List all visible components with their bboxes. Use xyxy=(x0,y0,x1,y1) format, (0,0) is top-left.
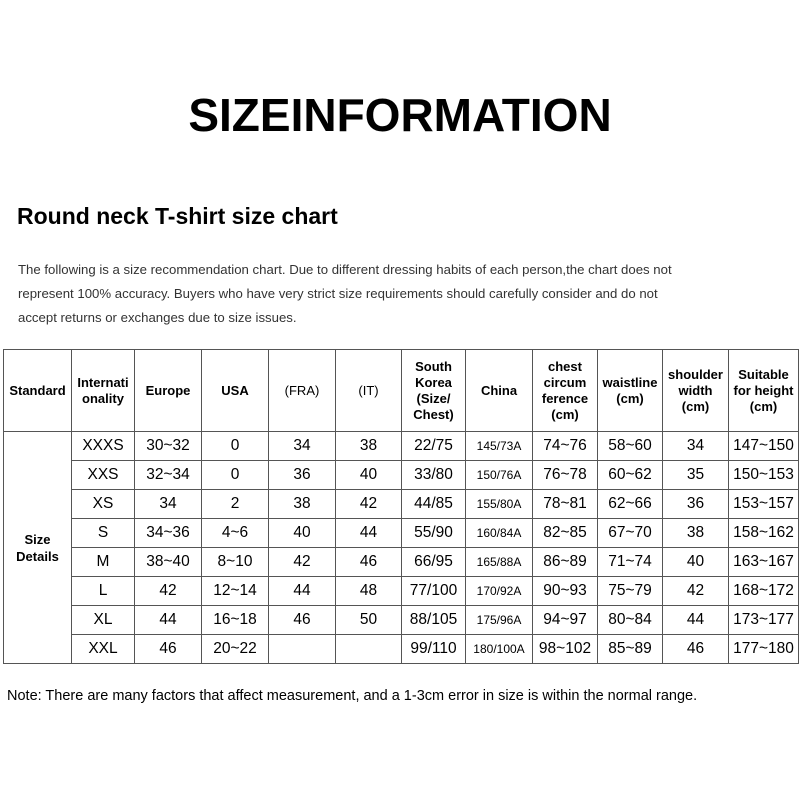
cell-europe: 30~32 xyxy=(135,432,202,461)
cell-height: 173~177 xyxy=(729,606,799,635)
header-chest: chest circum ference (cm) xyxy=(533,350,598,432)
header-china: China xyxy=(466,350,533,432)
cell-fra: 44 xyxy=(269,577,336,606)
header-europe: Europe xyxy=(135,350,202,432)
cell-shoulder: 36 xyxy=(663,490,729,519)
cell-intl: XXL xyxy=(72,635,135,664)
cell-fra xyxy=(269,635,336,664)
chart-subtitle: Round neck T-shirt size chart xyxy=(17,203,338,229)
cell-chest: 90~93 xyxy=(533,577,598,606)
cell-height: 153~157 xyxy=(729,490,799,519)
cell-europe: 38~40 xyxy=(135,548,202,577)
cell-intl: M xyxy=(72,548,135,577)
table-row xyxy=(4,548,799,577)
cell-korea: 77/100 xyxy=(402,577,466,606)
cell-korea: 44/85 xyxy=(402,490,466,519)
cell-chest: 82~85 xyxy=(533,519,598,548)
cell-it: 38 xyxy=(336,432,402,461)
cell-europe: 34~36 xyxy=(135,519,202,548)
size-details-label: Size Details xyxy=(4,432,72,664)
header-usa: USA xyxy=(202,350,269,432)
cell-europe: 32~34 xyxy=(135,461,202,490)
cell-height: 158~162 xyxy=(729,519,799,548)
cell-it: 42 xyxy=(336,490,402,519)
size-table xyxy=(3,349,799,664)
cell-intl: XXS xyxy=(72,461,135,490)
cell-it: 40 xyxy=(336,461,402,490)
header-waist: waistline (cm) xyxy=(598,350,663,432)
cell-korea: 88/105 xyxy=(402,606,466,635)
cell-fra: 36 xyxy=(269,461,336,490)
cell-china: 155/80A xyxy=(466,490,533,519)
header-shoulder: shoulder width (cm) xyxy=(663,350,729,432)
cell-shoulder: 38 xyxy=(663,519,729,548)
cell-intl: XXXS xyxy=(72,432,135,461)
cell-waist: 58~60 xyxy=(598,432,663,461)
cell-shoulder: 46 xyxy=(663,635,729,664)
cell-china: 165/88A xyxy=(466,548,533,577)
cell-intl: XS xyxy=(72,490,135,519)
cell-china: 150/76A xyxy=(466,461,533,490)
cell-usa: 8~10 xyxy=(202,548,269,577)
cell-usa: 0 xyxy=(202,461,269,490)
cell-china: 170/92A xyxy=(466,577,533,606)
cell-waist: 60~62 xyxy=(598,461,663,490)
cell-fra: 42 xyxy=(269,548,336,577)
cell-europe: 46 xyxy=(135,635,202,664)
cell-usa: 12~14 xyxy=(202,577,269,606)
cell-it: 48 xyxy=(336,577,402,606)
cell-korea: 66/95 xyxy=(402,548,466,577)
cell-chest: 74~76 xyxy=(533,432,598,461)
cell-shoulder: 40 xyxy=(663,548,729,577)
header-standard: Standard xyxy=(4,350,72,432)
cell-height: 168~172 xyxy=(729,577,799,606)
header-south-korea: South Korea (Size/ Chest) xyxy=(402,350,466,432)
cell-waist: 80~84 xyxy=(598,606,663,635)
cell-waist: 67~70 xyxy=(598,519,663,548)
cell-usa: 20~22 xyxy=(202,635,269,664)
cell-shoulder: 44 xyxy=(663,606,729,635)
intro-line: The following is a size recommendation chart. Due to different dressing habits of each person,the chart does not xyxy=(18,262,672,277)
intro-line: represent 100% accuracy. Buyers who have very strict size requirements should carefully consider and do not xyxy=(18,286,658,301)
cell-it: 44 xyxy=(336,519,402,548)
cell-intl: L xyxy=(72,577,135,606)
cell-fra: 40 xyxy=(269,519,336,548)
table-row xyxy=(4,635,799,664)
cell-shoulder: 34 xyxy=(663,432,729,461)
cell-fra: 34 xyxy=(269,432,336,461)
table-row xyxy=(4,519,799,548)
cell-china: 145/73A xyxy=(466,432,533,461)
cell-korea: 99/110 xyxy=(402,635,466,664)
cell-china: 160/84A xyxy=(466,519,533,548)
cell-chest: 94~97 xyxy=(533,606,598,635)
table-row xyxy=(4,461,799,490)
page-title: SIZEINFORMATION xyxy=(188,89,612,141)
cell-shoulder: 42 xyxy=(663,577,729,606)
cell-korea: 55/90 xyxy=(402,519,466,548)
cell-chest: 86~89 xyxy=(533,548,598,577)
header-international: Internati onality xyxy=(72,350,135,432)
cell-chest: 76~78 xyxy=(533,461,598,490)
cell-waist: 85~89 xyxy=(598,635,663,664)
cell-height: 163~167 xyxy=(729,548,799,577)
cell-korea: 33/80 xyxy=(402,461,466,490)
intro-paragraph xyxy=(18,258,738,330)
cell-intl: XL xyxy=(72,606,135,635)
cell-shoulder: 35 xyxy=(663,461,729,490)
measurement-note: Note: There are many factors that affect measurement, and a 1-3cm error in size is within the normal range. xyxy=(7,688,698,704)
cell-europe: 34 xyxy=(135,490,202,519)
table-row xyxy=(4,606,799,635)
cell-height: 147~150 xyxy=(729,432,799,461)
cell-height: 177~180 xyxy=(729,635,799,664)
cell-usa: 2 xyxy=(202,490,269,519)
cell-it xyxy=(336,635,402,664)
cell-usa: 0 xyxy=(202,432,269,461)
table-row xyxy=(4,432,799,461)
cell-fra: 46 xyxy=(269,606,336,635)
cell-europe: 42 xyxy=(135,577,202,606)
header-fra: (FRA) xyxy=(269,350,336,432)
cell-waist: 75~79 xyxy=(598,577,663,606)
cell-waist: 62~66 xyxy=(598,490,663,519)
cell-waist: 71~74 xyxy=(598,548,663,577)
table-header-row xyxy=(4,350,799,432)
cell-china: 180/100A xyxy=(466,635,533,664)
cell-china: 175/96A xyxy=(466,606,533,635)
cell-it: 46 xyxy=(336,548,402,577)
cell-korea: 22/75 xyxy=(402,432,466,461)
cell-europe: 44 xyxy=(135,606,202,635)
header-height: Suitable for height (cm) xyxy=(729,350,799,432)
cell-usa: 4~6 xyxy=(202,519,269,548)
table-row xyxy=(4,490,799,519)
intro-line: accept returns or exchanges due to size issues. xyxy=(18,310,297,325)
cell-fra: 38 xyxy=(269,490,336,519)
cell-it: 50 xyxy=(336,606,402,635)
cell-height: 150~153 xyxy=(729,461,799,490)
header-it: (IT) xyxy=(336,350,402,432)
cell-chest: 78~81 xyxy=(533,490,598,519)
cell-chest: 98~102 xyxy=(533,635,598,664)
table-row xyxy=(4,577,799,606)
cell-usa: 16~18 xyxy=(202,606,269,635)
cell-intl: S xyxy=(72,519,135,548)
